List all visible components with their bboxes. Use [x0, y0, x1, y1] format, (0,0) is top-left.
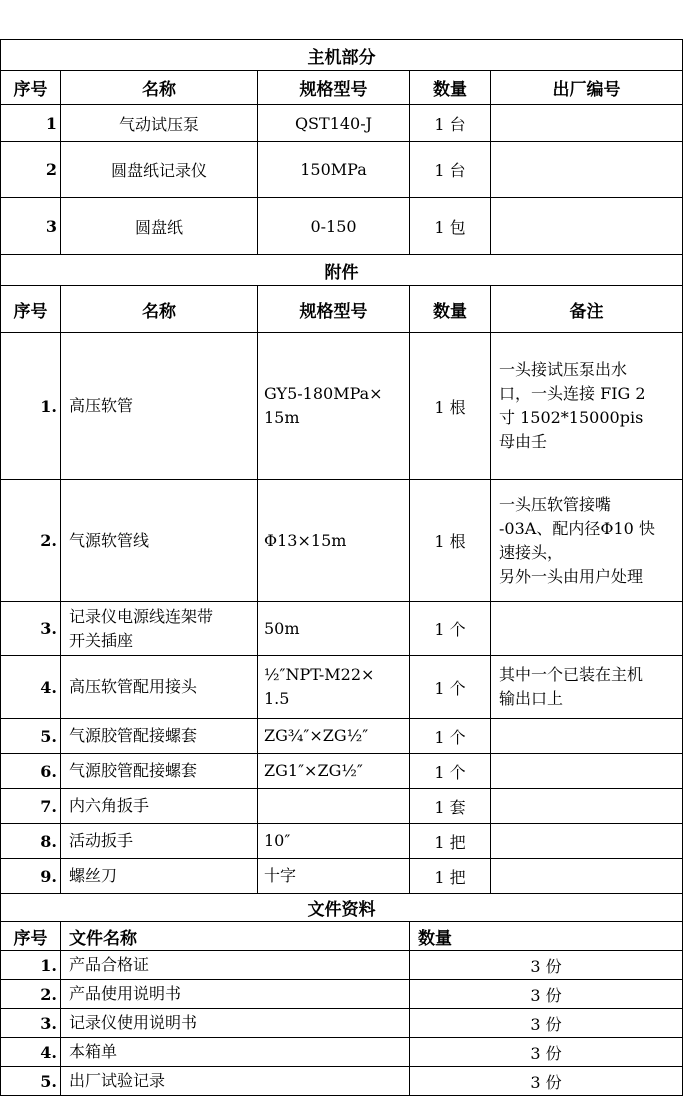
header-no: 序号	[1, 922, 61, 951]
header-spec: 规格型号	[258, 286, 410, 333]
row-no: 5.	[1, 1067, 61, 1096]
section-title-row	[1, 40, 683, 71]
row-doc-name: 出厂试验记录	[61, 1067, 410, 1096]
section-title-row	[1, 894, 683, 922]
row-note: 一头接试压泵出水 口，一头连接 FIG 2 寸 1502*15000pis 母由壬	[491, 333, 683, 480]
row-name: 活动扳手	[61, 824, 258, 859]
header-name: 名称	[61, 71, 258, 105]
row-no: 2.	[1, 980, 61, 1009]
row-spec: 150MPa	[258, 142, 410, 198]
row-no: 3	[1, 198, 61, 255]
row-name: 螺丝刀	[61, 859, 258, 894]
table-row	[1, 980, 683, 1009]
table-row	[1, 1067, 683, 1096]
row-spec: GY5-180MPa× 15m	[258, 333, 410, 480]
row-qty: 1 包	[410, 198, 491, 255]
row-qty: 1 把	[410, 859, 491, 894]
row-no: 7.	[1, 789, 61, 824]
header-row	[1, 922, 683, 951]
table-row	[1, 754, 683, 789]
row-no: 1	[1, 105, 61, 142]
row-doc-name: 本箱单	[61, 1038, 410, 1067]
row-doc-name: 记录仪使用说明书	[61, 1009, 410, 1038]
row-no: 3.	[1, 602, 61, 656]
header-no: 序号	[1, 71, 61, 105]
row-doc-name: 产品使用说明书	[61, 980, 410, 1009]
table-row	[1, 198, 683, 255]
row-spec: QST140-J	[258, 105, 410, 142]
header-note: 备注	[491, 286, 683, 333]
packing-list-sheet	[0, 39, 683, 1096]
row-serial	[491, 105, 683, 142]
row-spec	[258, 789, 410, 824]
header-name: 名称	[61, 286, 258, 333]
table-row	[1, 859, 683, 894]
row-spec: ZG1″×ZG½″	[258, 754, 410, 789]
table-row	[1, 951, 683, 980]
header-row	[1, 286, 683, 333]
row-name: 气源软管线	[61, 480, 258, 602]
table-row	[1, 480, 683, 602]
table-row	[1, 602, 683, 656]
row-no: 6.	[1, 754, 61, 789]
row-name: 气源胶管配接螺套	[61, 719, 258, 754]
table-row	[1, 824, 683, 859]
row-no: 4.	[1, 656, 61, 719]
row-qty: 1 根	[410, 333, 491, 480]
row-qty: 3 份	[410, 951, 683, 980]
row-qty: 3 份	[410, 1038, 683, 1067]
table-row	[1, 105, 683, 142]
table-row	[1, 656, 683, 719]
row-note: 其中一个已装在主机 输出口上	[491, 656, 683, 719]
header-spec: 规格型号	[258, 71, 410, 105]
row-qty: 1 把	[410, 824, 491, 859]
row-spec: ½″NPT-M22× 1.5	[258, 656, 410, 719]
row-no: 2.	[1, 480, 61, 602]
row-note	[491, 719, 683, 754]
row-name: 圆盘纸记录仪	[61, 142, 258, 198]
row-qty: 1 根	[410, 480, 491, 602]
row-qty: 1 台	[410, 105, 491, 142]
row-no: 9.	[1, 859, 61, 894]
row-spec: Φ13×15m	[258, 480, 410, 602]
row-note	[491, 824, 683, 859]
row-qty: 1 个	[410, 602, 491, 656]
row-name: 高压软管配用接头	[61, 656, 258, 719]
row-no: 5.	[1, 719, 61, 754]
row-spec: ZG¾″×ZG½″	[258, 719, 410, 754]
row-qty: 3 份	[410, 1009, 683, 1038]
table-row	[1, 142, 683, 198]
row-name: 气源胶管配接螺套	[61, 754, 258, 789]
row-qty: 1 个	[410, 656, 491, 719]
header-doc-name: 文件名称	[61, 922, 410, 951]
row-no: 4.	[1, 1038, 61, 1067]
packing-list-table	[0, 39, 683, 1096]
table-row	[1, 1038, 683, 1067]
row-spec: 十字	[258, 859, 410, 894]
row-no: 2	[1, 142, 61, 198]
row-no: 1.	[1, 951, 61, 980]
header-qty: 数量	[410, 71, 491, 105]
table-row	[1, 719, 683, 754]
row-spec: 0-150	[258, 198, 410, 255]
row-note: 一头压软管接嘴 -03A、配内径Φ10 快 速接头， 另外一头由用户处理	[491, 480, 683, 602]
header-qty: 数量	[410, 286, 491, 333]
row-spec: 50m	[258, 602, 410, 656]
row-qty: 1 个	[410, 754, 491, 789]
row-name: 记录仪电源线连架带 开关插座	[61, 602, 258, 656]
row-qty: 1 个	[410, 719, 491, 754]
row-no: 1.	[1, 333, 61, 480]
header-qty: 数量	[410, 922, 683, 951]
header-no: 序号	[1, 286, 61, 333]
table-row	[1, 333, 683, 480]
table-row	[1, 1009, 683, 1038]
row-qty: 3 份	[410, 1067, 683, 1096]
main-section-title: 主机部分	[1, 40, 683, 71]
accessories-section-title: 附件	[1, 255, 683, 286]
row-spec: 10″	[258, 824, 410, 859]
row-name: 高压软管	[61, 333, 258, 480]
row-name: 气动试压泵	[61, 105, 258, 142]
table-row	[1, 789, 683, 824]
documents-section-title: 文件资料	[1, 894, 683, 922]
row-note	[491, 789, 683, 824]
row-doc-name: 产品合格证	[61, 951, 410, 980]
header-row	[1, 71, 683, 105]
section-title-row	[1, 255, 683, 286]
row-note	[491, 754, 683, 789]
row-qty: 1 套	[410, 789, 491, 824]
row-serial	[491, 198, 683, 255]
row-no: 3.	[1, 1009, 61, 1038]
header-serial: 出厂编号	[491, 71, 683, 105]
row-serial	[491, 142, 683, 198]
row-note	[491, 859, 683, 894]
row-name: 圆盘纸	[61, 198, 258, 255]
row-no: 8.	[1, 824, 61, 859]
row-qty: 3 份	[410, 980, 683, 1009]
row-note	[491, 602, 683, 656]
row-name: 内六角扳手	[61, 789, 258, 824]
row-qty: 1 台	[410, 142, 491, 198]
